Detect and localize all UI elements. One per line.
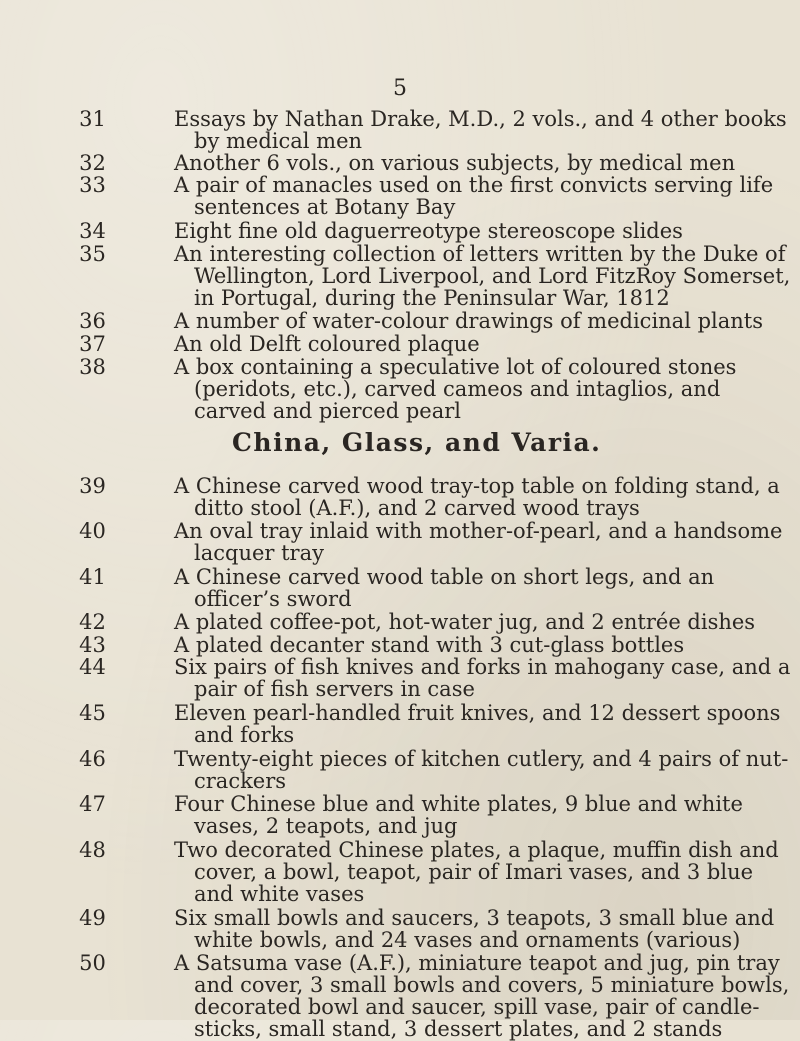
lot-description: Two decorated Chinese plates, a plaque, muffin dish and cover, a bowl, teapot, pair of Imari vases, and 3 blue and white vases <box>174 838 779 906</box>
lot-description: A Chinese carved wood tray-top table on folding stand, a ditto stool (A.F.), and 2 carved wood trays <box>174 474 780 520</box>
lot-description: An oval tray inlaid with mother-of-pearl, and a handsome lacquer tray <box>174 519 783 565</box>
lot-number: 48 <box>79 838 106 862</box>
lot-description: A pair of manacles used on the first convicts serving life sentences at Botany Bay <box>174 173 774 219</box>
lot-number: 40 <box>79 519 106 543</box>
lot-number: 36 <box>79 309 106 333</box>
lot-description: A Satsuma vase (A.F.), miniature teapot and jug, pin tray and cover, 3 small bowls and covers, 5 miniature bowls, decorated bowl and saucer, spill vase, pair of candle-sticks, small stand, 3 dessert plates, and 2 stands <box>174 951 790 1041</box>
lot-number: 49 <box>79 906 106 930</box>
lot-description: Eight fine old daguerreotype stereoscope slides <box>174 219 683 243</box>
lot-description: An interesting collection of letters written by the Duke of Wellington, Lord Liverpool, and Lord FitzRoy Somerset, in Portugal, during the Peninsular War, 1812 <box>174 242 791 310</box>
lot-description: A Chinese carved wood table on short legs, and an officer’s sword <box>174 565 715 611</box>
lot-description: An old Delft coloured plaque <box>174 332 480 356</box>
lot-number: 33 <box>79 173 106 197</box>
lot-number: 47 <box>79 792 106 816</box>
page-number: 5 <box>393 76 407 101</box>
lot-number: 32 <box>79 151 106 175</box>
lot-number: 46 <box>79 747 106 771</box>
lot-number: 43 <box>79 633 106 657</box>
lot-description: Another 6 vols., on various subjects, by medical men <box>174 151 736 175</box>
lot-description: Four Chinese blue and white plates, 9 blue and white vases, 2 teapots, and jug <box>174 792 743 838</box>
lot-number: 45 <box>79 701 106 725</box>
lot-description: A plated coffee-pot, hot-water jug, and 2 entrée dishes <box>174 610 756 634</box>
lot-number: 35 <box>79 242 106 266</box>
lot-description: A number of water-colour drawings of medicinal plants <box>174 309 764 333</box>
lot-description: A plated decanter stand with 3 cut-glass bottles <box>174 633 685 657</box>
lot-number: 31 <box>79 107 106 131</box>
section-heading: China, Glass, and Varia. <box>232 428 602 457</box>
lot-number: 37 <box>79 332 106 356</box>
lot-description: Twenty-eight pieces of kitchen cutlery, and 4 pairs of nut-crackers <box>174 747 789 793</box>
lot-number: 39 <box>79 474 106 498</box>
lot-description: Six pairs of fish knives and forks in mahogany case, and a pair of fish servers in case <box>174 655 791 701</box>
lot-description: A box containing a speculative lot of coloured stones (peridots, etc.), carved cameos and intaglios, and carved and pierced pearl <box>174 355 737 423</box>
lot-description: Six small bowls and saucers, 3 teapots, 3 small blue and white bowls, and 24 vases and ornaments (various) <box>174 906 775 952</box>
lot-number: 42 <box>79 610 106 634</box>
lot-number: 44 <box>79 655 106 679</box>
lot-number: 38 <box>79 355 106 379</box>
lot-description: Eleven pearl-handled fruit knives, and 12 dessert spoons and forks <box>174 701 781 747</box>
lot-number: 34 <box>79 219 106 243</box>
lot-number: 41 <box>79 565 106 589</box>
lot-number: 50 <box>79 951 106 975</box>
lot-description: Essays by Nathan Drake, M.D., 2 vols., and 4 other books by medical men <box>174 107 787 153</box>
